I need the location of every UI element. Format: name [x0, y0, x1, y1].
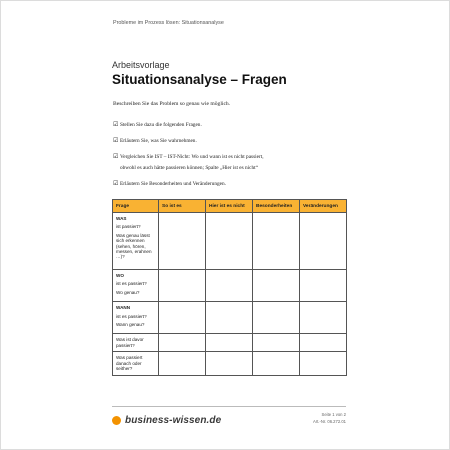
- question-keyword: WO: [116, 273, 124, 278]
- checkbox-icon: ☑: [113, 122, 119, 128]
- article-number: Art.-Nr. 06.272.01: [312, 419, 346, 424]
- answer-cell[interactable]: [300, 270, 347, 302]
- document-kicker: Arbeitsvorlage: [112, 60, 170, 70]
- table-row: [113, 213, 347, 270]
- bullet-item: [113, 122, 202, 129]
- answer-cell[interactable]: [159, 213, 206, 270]
- question-cell: [113, 334, 159, 352]
- bullet-item: [113, 181, 226, 188]
- question-text: ist passiert?: [116, 224, 141, 230]
- question-cell: [113, 352, 159, 376]
- column-header: Frage: [113, 200, 159, 213]
- answer-cell[interactable]: [253, 213, 300, 270]
- bullet-text: Vergleichen Sie IST – IST-Nicht: Wo und wann ist es nicht passiert,: [120, 154, 264, 160]
- bullet-item: [113, 138, 197, 145]
- answer-cell[interactable]: [159, 302, 206, 334]
- question-cell: [113, 302, 159, 334]
- logo-text: business-wissen.de: [125, 415, 222, 426]
- table-row: [113, 334, 347, 352]
- answer-cell[interactable]: [253, 352, 300, 376]
- answer-cell[interactable]: [206, 302, 253, 334]
- logo-dot-icon: [112, 416, 121, 425]
- question-keyword: WANN: [116, 305, 131, 311]
- answer-cell[interactable]: [159, 270, 206, 302]
- question-cell: [113, 213, 159, 270]
- page-title: Situationsanalyse – Fragen: [112, 72, 287, 87]
- question-text: Wo genau?: [116, 289, 140, 295]
- table-row: [113, 270, 347, 302]
- answer-cell[interactable]: [300, 302, 347, 334]
- question-text: Was passiert danach oder seither?: [116, 355, 143, 372]
- table-row: [113, 352, 347, 376]
- bullet-text: Erläutern Sie, was Sie wahrnehmen.: [120, 138, 197, 144]
- table-row: [113, 302, 347, 334]
- checkbox-icon: ☑: [113, 154, 119, 160]
- running-header: Probleme im Prozess lösen: Situationsanalyse: [113, 20, 224, 26]
- bullet-text: Erläutern Sie Besonderheiten und Veränderungen.: [120, 181, 226, 187]
- question-text: Wann genau?: [116, 322, 145, 328]
- column-header: So ist es: [159, 200, 206, 213]
- question-text: ist es passiert?: [116, 313, 147, 319]
- answer-cell[interactable]: [206, 352, 253, 376]
- answer-cell[interactable]: [253, 270, 300, 302]
- table-header-row: [113, 200, 347, 213]
- answer-cell[interactable]: [206, 213, 253, 270]
- answer-cell[interactable]: [159, 352, 206, 376]
- question-text: Was genau lässt sich erkennen (sehen, hören, messen, erahnen …)?: [116, 232, 152, 260]
- question-keyword: WAS: [116, 216, 127, 221]
- question-text: Was ist davor passiert?: [116, 337, 144, 348]
- bullet-text-continued: obwohl es auch hätte passieren können; Spalte „Hier ist es nicht“: [120, 165, 258, 172]
- column-header: Hier ist es nicht: [206, 200, 253, 213]
- answer-cell[interactable]: [300, 334, 347, 352]
- page-info: [313, 411, 346, 425]
- answer-cell[interactable]: [300, 352, 347, 376]
- bullet-text: Stellen Sie dazu die folgenden Fragen.: [120, 122, 202, 128]
- page-number: Seite 1 von 2: [321, 412, 346, 417]
- analysis-table: [112, 199, 347, 376]
- answer-cell[interactable]: [300, 213, 347, 270]
- bullet-item: [113, 154, 264, 173]
- answer-cell[interactable]: [159, 334, 206, 352]
- column-header: Besonderheiten: [253, 200, 300, 213]
- column-header: Veränderungen: [300, 200, 347, 213]
- answer-cell[interactable]: [253, 334, 300, 352]
- checkbox-icon: ☑: [113, 181, 119, 187]
- intro-text: Beschreiben Sie das Problem so genau wie möglich.: [113, 101, 231, 107]
- question-text: ist es passiert?: [116, 281, 147, 287]
- question-cell: [113, 270, 159, 302]
- answer-cell[interactable]: [206, 270, 253, 302]
- checkbox-icon: ☑: [113, 138, 119, 144]
- brand-logo[interactable]: [112, 415, 221, 426]
- answer-cell[interactable]: [206, 334, 253, 352]
- answer-cell[interactable]: [253, 302, 300, 334]
- footer-divider: [112, 406, 346, 407]
